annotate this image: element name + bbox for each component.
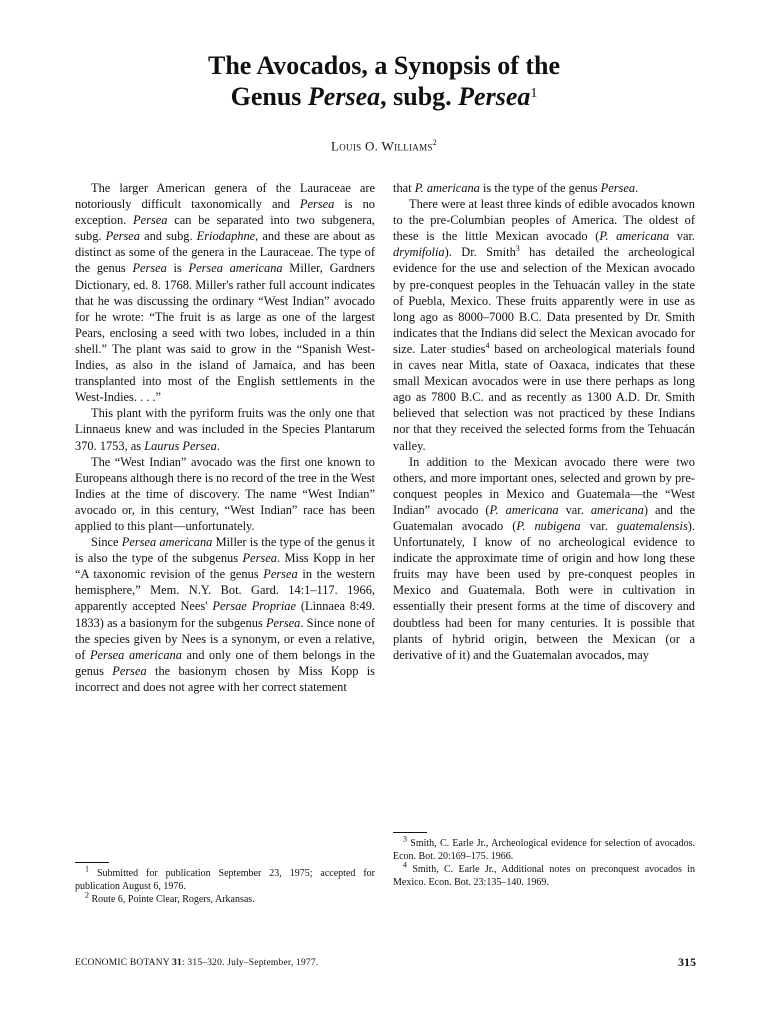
text-run: is: [166, 261, 189, 276]
italic-run: Eriodaphne: [196, 229, 256, 244]
text-run: in the western hemisphere,” Mem. N.Y. Bot. Gard. 14:1–117. 1966, apparently accepted Nees': [75, 567, 375, 614]
footnote-text: Submitted for publication September 23, 1975; accepted for publication August 6, 1976.: [75, 868, 376, 892]
italic-run: Persea americana: [121, 535, 213, 550]
paragraph: [75, 405, 375, 453]
italic-run: P. americana: [599, 229, 670, 244]
footnote-mark: 1: [85, 864, 89, 874]
text-run: Miller, Gardners Dictionary, ed. 8. 1768. Miller's rather full account indicates that he was discussing the ordinary “West Indian” avocado for he wrote: “The fruit is as large as one of the largest Pears, enclosing a seed with two lobes, included in a thin shell.” The plant was said to grow in the “Spanish West-Indies, as also in the island of Jamaica, and has been transplanted into most of the English settlements in the West-Indies. . . .”: [75, 261, 375, 405]
text-run: var.: [558, 502, 591, 517]
page-number: 315: [678, 955, 696, 969]
footnote-text: Smith, C. Earle Jr., Archeological evidence for selection of avocados. Econ. Bot. 20:169–175. 1966.: [393, 838, 695, 862]
journal-details: : 315–320. July–September, 1977.: [182, 958, 319, 968]
italic-run: P. americana: [414, 181, 480, 195]
article-title: [0, 50, 768, 112]
text-run: ). Dr. Smith: [444, 245, 516, 260]
italic-run: Persea americana: [188, 261, 283, 276]
footnote-2: [75, 890, 375, 906]
text-run: Miller is the type of the genus it is also the type of the subgenus: [75, 535, 375, 566]
footnote-mark: 4: [403, 860, 407, 870]
footnote-text: Route 6, Pointe Clear, Rogers, Arkansas.: [91, 894, 255, 905]
journal-name: ECONOMIC BOTANY: [75, 958, 170, 968]
italic-run: drymifolia: [393, 245, 445, 260]
title-text-c: , subg.: [380, 82, 459, 111]
italic-run: Persea americana: [89, 647, 182, 662]
text-run: The “West Indian” avocado was the first one known to Europeans although there is no record of the tree in the West Indies at the time of discovery. The name “West Indian” avocado or, in this century, “West Indian” race has been applied to this plant—unfortunately.: [75, 454, 375, 533]
footnote-mark: 3: [403, 834, 407, 844]
author-name: Louis O. Williams: [330, 138, 433, 154]
footnote-mark: 2: [85, 890, 89, 900]
title-footnote-mark: 1: [530, 86, 538, 101]
paragraph: [75, 534, 375, 695]
text-run: has detailed the archeological evidence for the use and selection of the Mexican avocado by pre-conquest peoples in the Tehuacán valley in the state of Puebla, Mexico. These fruits apparently were in use as long ago as 8000–7000 B.C. Data presented by Dr. Smith indicates that the Indians did select the Mexican avocado for size. Later studies: [393, 245, 695, 356]
title-genus: Persea: [307, 82, 381, 111]
text-run: In addition to the Mexican avocado there were two others, and more important ones, selected and grown by pre-conquest peoples in Mexico and Guatemala—the “West Indian” avocado (: [393, 454, 695, 517]
title-text-a: Genus: [230, 82, 308, 111]
reference-mark: 4: [485, 340, 490, 350]
text-run: .: [216, 438, 220, 453]
text-run: . Since none of the species given by Nees is a synonym, or even a relative, of: [75, 615, 375, 662]
text-run: and subg.: [140, 229, 197, 244]
text-run: . Miss Kopp in her “A taxonomic revision of the genus: [75, 551, 375, 582]
text-run: is no exception.: [75, 197, 375, 228]
author-footnote-mark: 2: [432, 138, 438, 147]
italic-run: Persea: [299, 197, 335, 212]
author-byline: [0, 138, 768, 154]
italic-run: Persea: [132, 261, 167, 276]
text-run: that: [393, 181, 415, 195]
right-column: [393, 180, 695, 663]
footnote-rule-left: [75, 862, 109, 863]
footnote-1: [75, 864, 376, 893]
italic-run: Persea: [105, 229, 141, 244]
text-run: based on archeological materials found in caves near Mitla, state of Oaxaca, indicates that these small Mexican avocados were in use there perhaps as long ago as 7800 B.C. and as recently as 1300 A.D. Dr. Smith believed that selection was not practiced by these Indians nor that they received the selected forms from the Tehuacán valley.: [393, 341, 695, 453]
italic-run: Persae Propriae: [212, 599, 296, 614]
text-run: the basionym chosen by Miss Kopp is incorrect and does not agree with her correct statement: [75, 663, 375, 694]
italic-run: Persea: [263, 567, 298, 582]
paragraph: [393, 454, 695, 663]
italic-run: P. americana: [489, 502, 559, 517]
journal-volume: 31: [172, 958, 182, 968]
text-run: Since: [91, 535, 122, 550]
text-run: ) and the Guatemalan avocado (: [393, 502, 695, 533]
italic-run: Laurus Persea: [144, 438, 217, 453]
reference-mark: 3: [515, 244, 520, 254]
italic-run: Persea: [242, 551, 277, 566]
italic-run: guatemalensis: [616, 518, 688, 533]
text-run: var.: [669, 229, 695, 244]
text-run: can be separated into two subgenera, subg.: [75, 213, 375, 244]
text-run: There were at least three kinds of edible avocados known to the pre-Columbian peoples of America. The oldest of these is the little Mexican avocado (: [393, 197, 695, 244]
left-column: [75, 180, 375, 695]
footnote-3: [393, 834, 695, 863]
italic-run: Persea: [133, 213, 168, 228]
footnotes-right: [393, 834, 696, 889]
text-run: and only one of them belongs in the genus: [75, 647, 376, 678]
paragraph: [75, 180, 375, 405]
text-run: (Linnaea 8:49. 1833) as a basionym for the subgenus: [75, 599, 375, 630]
text-run: .: [635, 181, 639, 195]
text-run: var.: [580, 518, 617, 533]
italic-run: Persea: [600, 181, 636, 195]
journal-citation: [75, 958, 318, 968]
italic-run: americana: [590, 502, 644, 517]
text-run: The larger American genera of the Lauraceae are notoriously difficult taxonomically and: [75, 181, 375, 212]
italic-run: P. nubigena: [516, 518, 581, 533]
paragraph: [393, 180, 695, 196]
text-run: is the type of the genus: [479, 181, 601, 195]
italic-run: Persea: [265, 615, 301, 630]
text-run: ). Unfortunately, I know of no archeological evidence to indicate the approximate time of origin and how long these fruits may have been used by pre-conquest peoples in Mexico and Guatemala. Both were in cultivation in essentially their present forms at the time of discovery and doubtless had been for many centuries. It is possible that plants of hybrid origin, between the Mexican (or a derivative of it) and the Guatemalan avocados, may: [393, 518, 696, 662]
title-line-1: The Avocados, a Synopsis of the: [207, 51, 561, 80]
paragraph: [75, 454, 375, 534]
text-run: This plant with the pyriform fruits was the only one that Linnaeus knew and was included in the Species Plantarum 370. 1753, as: [75, 406, 375, 453]
title-subgenus: Persea: [458, 82, 531, 111]
paragraph: [393, 196, 695, 454]
italic-run: Persea: [112, 663, 147, 678]
footnote-rule-right: [393, 832, 427, 833]
footnote-text: Smith, C. Earle Jr., Additional notes on preconquest avocados in Mexico. Econ. Bot. 23:135–140. 1969.: [393, 864, 696, 888]
footnote-4: [393, 860, 696, 889]
title-line-2: [0, 81, 768, 112]
text-run: , and these are about as distinct as some of the genera in the Lauraceae. The type of the genus: [75, 229, 375, 276]
footnotes-left: [75, 864, 376, 906]
